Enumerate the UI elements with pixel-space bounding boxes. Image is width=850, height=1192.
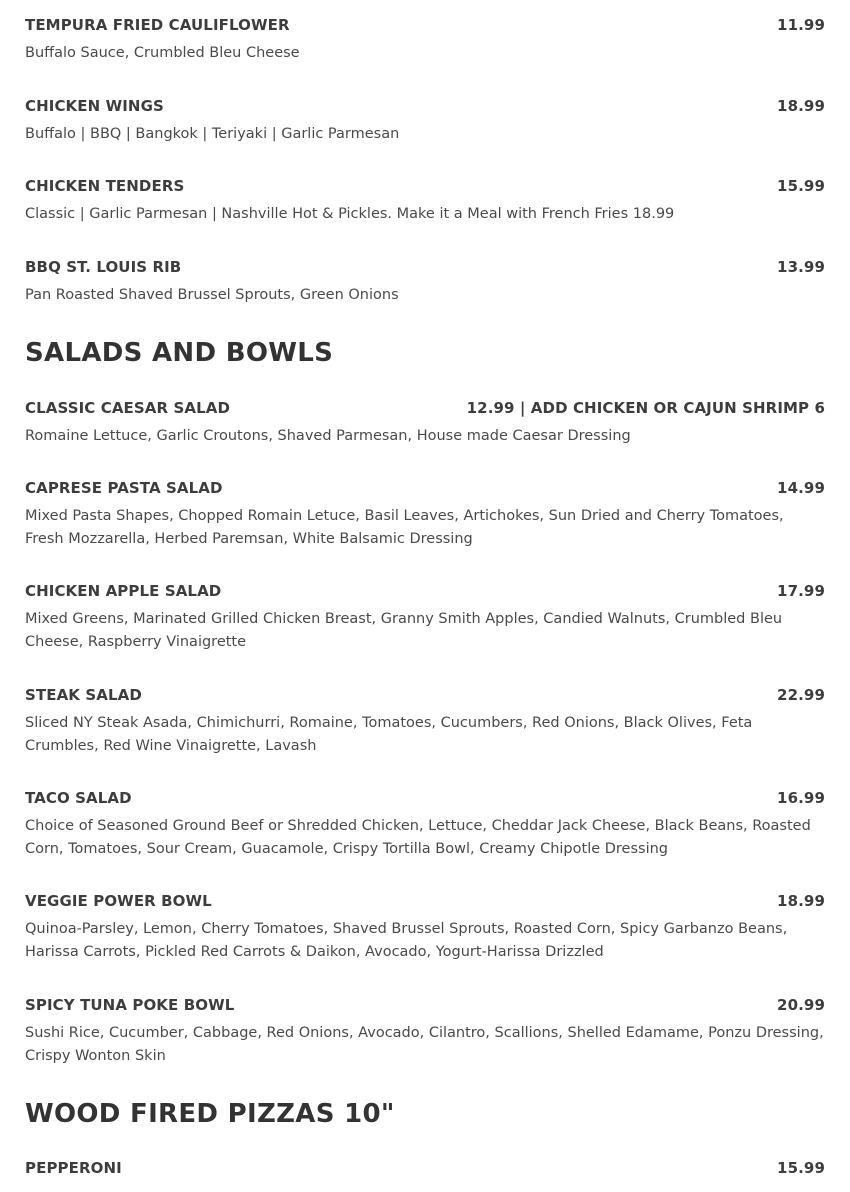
item-name: CHICKEN WINGS [25, 97, 164, 115]
menu-item-taco-salad [25, 789, 825, 861]
item-price: 12.99 | ADD CHICKEN OR CAJUN SHRIMP 6 [466, 399, 825, 417]
menu-item-steak-salad [25, 686, 825, 758]
item-description: Pan Roasted Shaved Brussel Sprouts, Green Onions [25, 287, 399, 303]
item-description: Mixed Pasta Shapes, Chopped Romain Letuce, Basil Leaves, Artichokes, Sun Dried and Cherry Tomatoes, Fresh Mozzarella, Herbed Paremsan, White Balsamic Dressing [25, 508, 784, 547]
item-price: 17.99 [777, 582, 825, 600]
item-description: Buffalo | BBQ | Bangkok | Teriyaki | Garlic Parmesan [25, 126, 400, 142]
item-description: Romaine Lettuce, Garlic Croutons, Shaved Parmesan, House made Caesar Dressing [25, 428, 631, 444]
item-price: 14.99 [777, 479, 825, 497]
item-name: CHICKEN TENDERS [25, 177, 185, 195]
item-price: 16.99 [777, 789, 825, 807]
item-name: BBQ ST. LOUIS RIB [25, 258, 182, 276]
item-price: 18.99 [777, 97, 825, 115]
item-description: Classic | Garlic Parmesan | Nashville Hot & Pickles. Make it a Meal with French Fries 18.99 [25, 206, 675, 222]
section-title-salads: SALADS AND BOWLS [25, 338, 334, 368]
section-title-pizzas: WOOD FIRED PIZZAS 10" [25, 1099, 395, 1129]
item-price: 15.99 [777, 1159, 825, 1177]
item-price: 20.99 [777, 996, 825, 1014]
menu-item-tempura-cauliflower [25, 16, 825, 65]
item-price: 18.99 [777, 892, 825, 910]
item-description: Sushi Rice, Cucumber, Cabbage, Red Onions, Avocado, Cilantro, Scallions, Shelled Edamame, Ponzu Dressing, Crispy Wonton Skin [25, 1025, 824, 1064]
item-name: CLASSIC CAESAR SALAD [25, 399, 230, 417]
item-name: TACO SALAD [25, 789, 132, 807]
item-name: CAPRESE PASTA SALAD [25, 479, 223, 497]
item-name: VEGGIE POWER BOWL [25, 892, 212, 910]
item-name: TEMPURA FRIED CAULIFLOWER [25, 16, 290, 34]
item-description: Mixed Greens, Marinated Grilled Chicken Breast, Granny Smith Apples, Candied Walnuts, Crumbled Bleu Cheese, Raspberry Vinaigrette [25, 611, 783, 650]
menu-item-pepperoni [25, 1159, 825, 1177]
menu-item-bbq-rib [25, 258, 825, 307]
menu-item-veggie-power-bowl [25, 892, 825, 964]
menu-item-caesar-salad [25, 399, 825, 448]
menu-item-chicken-wings [25, 97, 825, 146]
item-price: 11.99 [777, 16, 825, 34]
item-name: PEPPERONI [25, 1159, 122, 1177]
menu-item-spicy-tuna-poke-bowl [25, 996, 825, 1068]
item-description: Buffalo Sauce, Crumbled Bleu Cheese [25, 45, 300, 61]
menu-item-caprese-pasta-salad [25, 479, 825, 551]
item-price: 22.99 [777, 686, 825, 704]
item-description: Sliced NY Steak Asada, Chimichurri, Romaine, Tomatoes, Cucumbers, Red Onions, Black Olives, Feta Crumbles, Red Wine Vinaigrette, Lavash [25, 715, 753, 754]
item-name: STEAK SALAD [25, 686, 142, 704]
item-description: Quinoa-Parsley, Lemon, Cherry Tomatoes, Shaved Brussel Sprouts, Roasted Corn, Spicy Garbanzo Beans, Harissa Carrots, Pickled Red Carrots & Daikon, Avocado, Yogurt-Harissa Drizzled [25, 921, 788, 960]
item-name: SPICY TUNA POKE BOWL [25, 996, 235, 1014]
item-description: Choice of Seasoned Ground Beef or Shredded Chicken, Lettuce, Cheddar Jack Cheese, Black Beans, Roasted Corn, Tomatoes, Sour Cream, Guacamole, Crispy Tortilla Bowl, Creamy Chipotle Dressing [25, 818, 811, 857]
item-name: CHICKEN APPLE SALAD [25, 582, 222, 600]
item-price: 15.99 [777, 177, 825, 195]
menu-item-chicken-apple-salad [25, 582, 825, 654]
menu-item-chicken-tenders [25, 177, 825, 226]
item-price: 13.99 [777, 258, 825, 276]
